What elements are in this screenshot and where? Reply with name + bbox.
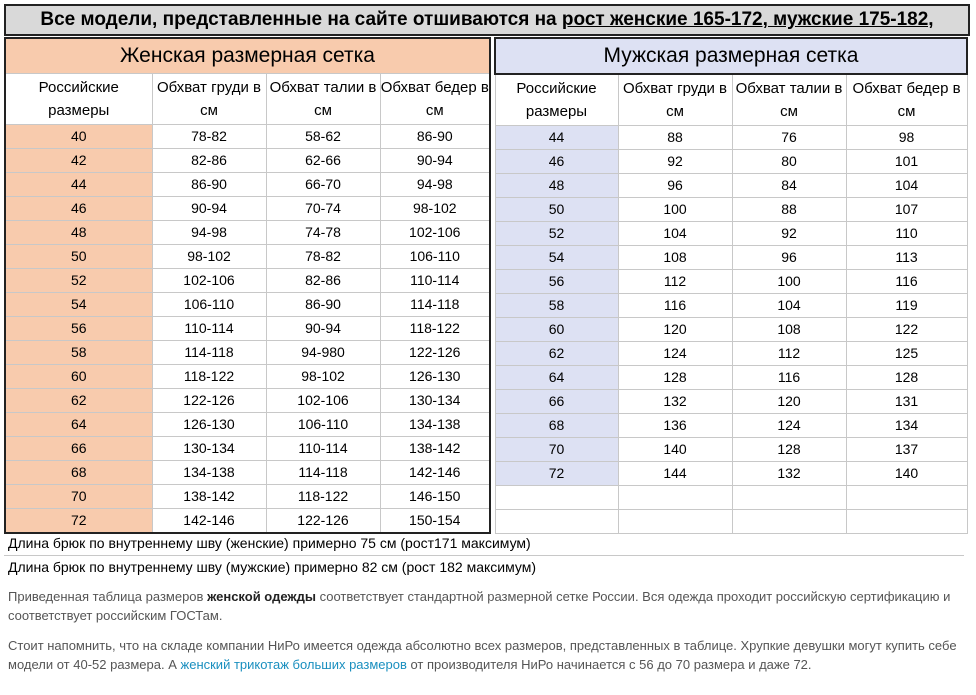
cell-hips: 104 (846, 174, 967, 198)
cell-hips: 142-146 (380, 461, 490, 485)
cell-hips: 106-110 (380, 245, 490, 269)
empty-cell (618, 486, 732, 510)
cell-waist: 102-106 (266, 389, 380, 413)
cell-hips: 138-142 (380, 437, 490, 461)
men-size-table (494, 37, 968, 534)
cell-chest: 112 (618, 270, 732, 294)
cell-waist: 86-90 (266, 293, 380, 317)
table-row (5, 389, 490, 413)
cell-waist: 120 (732, 390, 846, 414)
cell-hips: 114-118 (380, 293, 490, 317)
cell-waist: 116 (732, 366, 846, 390)
cell-size: 64 (495, 366, 618, 390)
cell-size: 66 (495, 390, 618, 414)
cell-hips: 130-134 (380, 389, 490, 413)
cell-chest: 94-98 (152, 221, 266, 245)
empty-table-row (495, 486, 967, 510)
cell-chest: 96 (618, 174, 732, 198)
table-row (5, 149, 490, 173)
cell-chest: 92 (618, 150, 732, 174)
table-row (495, 126, 967, 150)
cell-waist: 100 (732, 270, 846, 294)
size-info-paragraph (8, 587, 963, 625)
men-header-hips: Обхват бедер в см (846, 74, 967, 126)
cell-waist: 58-62 (266, 125, 380, 149)
cell-chest: 102-106 (152, 269, 266, 293)
cell-waist: 106-110 (266, 413, 380, 437)
cell-size: 72 (5, 509, 152, 534)
paragraph2-end: от производителя НиРо начинается с 56 до 70 размера и даже 72. (406, 657, 812, 672)
women-header-waist: Обхват талии в см (266, 74, 380, 125)
cell-hips: 126-130 (380, 365, 490, 389)
empty-cell (732, 486, 846, 510)
cell-waist: 94-980 (266, 341, 380, 365)
cell-chest: 140 (618, 438, 732, 462)
table-row (495, 390, 967, 414)
cell-chest: 128 (618, 366, 732, 390)
cell-waist: 90-94 (266, 317, 380, 341)
cell-hips: 140 (846, 462, 967, 486)
cell-size: 40 (5, 125, 152, 149)
cell-hips: 122-126 (380, 341, 490, 365)
men-trouser-note: Длина брюк по внутреннему шву (мужские) примерно 82 см (рост 182 максимум) (8, 559, 537, 575)
cell-size: 42 (5, 149, 152, 173)
table-row (5, 221, 490, 245)
table-row (495, 222, 967, 246)
cell-chest: 124 (618, 342, 732, 366)
empty-cell (846, 510, 967, 534)
cell-size: 48 (5, 221, 152, 245)
cell-size: 70 (495, 438, 618, 462)
cell-hips: 125 (846, 342, 967, 366)
table-row (5, 245, 490, 269)
women-size-table (4, 37, 491, 534)
cell-hips: 150-154 (380, 509, 490, 534)
cell-chest: 138-142 (152, 485, 266, 509)
cell-chest: 78-82 (152, 125, 266, 149)
cell-waist: 80 (732, 150, 846, 174)
cell-size: 54 (5, 293, 152, 317)
table-row (495, 294, 967, 318)
table-row (5, 293, 490, 317)
table-row (495, 270, 967, 294)
men-header-size: Российские размеры (495, 74, 618, 126)
paragraph2-start: Стоит напомнить, что на складе компании НиРо имеется одежда абсолютно всех размеров, представленных в таблице. Хрупкие девушки могут купить себе модели от 40-52 размера. А (8, 638, 957, 672)
empty-table-row (495, 510, 967, 534)
cell-chest: 142-146 (152, 509, 266, 534)
table-row (495, 342, 967, 366)
cell-size: 60 (5, 365, 152, 389)
table-row (5, 509, 490, 534)
table-row (5, 173, 490, 197)
cell-hips: 98-102 (380, 197, 490, 221)
cell-hips: 122 (846, 318, 967, 342)
table-row (5, 485, 490, 509)
cell-size: 70 (5, 485, 152, 509)
cell-chest: 136 (618, 414, 732, 438)
banner-prefix: Все модели, представленные на сайте отшиваются на (40, 9, 562, 30)
table-row (5, 413, 490, 437)
cell-waist: 96 (732, 246, 846, 270)
women-table-title: Женская размерная сетка (5, 38, 490, 74)
cell-chest: 120 (618, 318, 732, 342)
cell-chest: 116 (618, 294, 732, 318)
table-row (495, 438, 967, 462)
cell-chest: 134-138 (152, 461, 266, 485)
cell-size: 72 (495, 462, 618, 486)
cell-hips: 102-106 (380, 221, 490, 245)
table-row (5, 317, 490, 341)
cell-chest: 122-126 (152, 389, 266, 413)
cell-size: 50 (5, 245, 152, 269)
empty-cell (618, 510, 732, 534)
cell-waist: 112 (732, 342, 846, 366)
cell-hips: 128 (846, 366, 967, 390)
cell-size: 60 (495, 318, 618, 342)
cell-size: 64 (5, 413, 152, 437)
cell-waist: 82-86 (266, 269, 380, 293)
paragraph1-bold: женской одежды (207, 589, 316, 604)
cell-waist: 88 (732, 198, 846, 222)
table-row (495, 246, 967, 270)
paragraph1-end: соответствует стандартной размерной сетке России. Вся одежда проходит российскую сертификацию и соответствует российским ГОСТам. (8, 589, 951, 623)
table-row (495, 150, 967, 174)
table-row (495, 174, 967, 198)
cell-hips: 131 (846, 390, 967, 414)
plus-size-knitwear-link[interactable]: женский трикотаж больших размеров (180, 657, 407, 672)
cell-hips: 98 (846, 126, 967, 150)
cell-hips: 146-150 (380, 485, 490, 509)
cell-waist: 122-126 (266, 509, 380, 534)
cell-waist: 98-102 (266, 365, 380, 389)
stock-info-paragraph (8, 636, 963, 674)
men-header-chest: Обхват груди в см (618, 74, 732, 126)
empty-cell (495, 510, 618, 534)
cell-waist: 74-78 (266, 221, 380, 245)
empty-cell (732, 510, 846, 534)
cell-waist: 124 (732, 414, 846, 438)
empty-cell (495, 486, 618, 510)
cell-waist: 132 (732, 462, 846, 486)
cell-size: 48 (495, 174, 618, 198)
empty-cell (846, 486, 967, 510)
cell-waist: 108 (732, 318, 846, 342)
women-trouser-note: Длина брюк по внутреннему шву (женские) примерно 75 см (рост171 максимум) (8, 535, 531, 551)
cell-hips: 134 (846, 414, 967, 438)
cell-chest: 114-118 (152, 341, 266, 365)
cell-size: 68 (495, 414, 618, 438)
cell-waist: 66-70 (266, 173, 380, 197)
cell-size: 62 (495, 342, 618, 366)
cell-hips: 119 (846, 294, 967, 318)
paragraph1-start: Приведенная таблица размеров (8, 589, 208, 604)
cell-size: 62 (5, 389, 152, 413)
table-row (5, 365, 490, 389)
cell-waist: 76 (732, 126, 846, 150)
cell-chest: 108 (618, 246, 732, 270)
cell-hips: 110-114 (380, 269, 490, 293)
cell-hips: 86-90 (380, 125, 490, 149)
cell-chest: 106-110 (152, 293, 266, 317)
cell-size: 58 (5, 341, 152, 365)
cell-hips: 101 (846, 150, 967, 174)
cell-chest: 118-122 (152, 365, 266, 389)
cell-size: 50 (495, 198, 618, 222)
cell-waist: 92 (732, 222, 846, 246)
cell-chest: 90-94 (152, 197, 266, 221)
table-row (5, 461, 490, 485)
table-row (495, 414, 967, 438)
cell-hips: 118-122 (380, 317, 490, 341)
women-header-chest: Обхват груди в см (152, 74, 266, 125)
cell-size: 56 (495, 270, 618, 294)
cell-waist: 62-66 (266, 149, 380, 173)
cell-size: 58 (495, 294, 618, 318)
men-header-waist: Обхват талии в см (732, 74, 846, 126)
table-row (5, 269, 490, 293)
cell-hips: 110 (846, 222, 967, 246)
cell-waist: 118-122 (266, 485, 380, 509)
table-row (5, 341, 490, 365)
cell-waist: 78-82 (266, 245, 380, 269)
cell-size: 44 (495, 126, 618, 150)
men-table-title: Мужская размерная сетка (495, 38, 967, 74)
table-row (495, 198, 967, 222)
cell-size: 52 (5, 269, 152, 293)
cell-hips: 134-138 (380, 413, 490, 437)
cell-chest: 110-114 (152, 317, 266, 341)
cell-size: 68 (5, 461, 152, 485)
cell-waist: 70-74 (266, 197, 380, 221)
cell-chest: 100 (618, 198, 732, 222)
cell-chest: 130-134 (152, 437, 266, 461)
cell-waist: 104 (732, 294, 846, 318)
cell-waist: 110-114 (266, 437, 380, 461)
cell-hips: 116 (846, 270, 967, 294)
cell-waist: 128 (732, 438, 846, 462)
cell-chest: 126-130 (152, 413, 266, 437)
table-row (5, 197, 490, 221)
cell-size: 52 (495, 222, 618, 246)
cell-chest: 104 (618, 222, 732, 246)
cell-hips: 107 (846, 198, 967, 222)
cell-hips: 137 (846, 438, 967, 462)
table-row (495, 366, 967, 390)
cell-hips: 94-98 (380, 173, 490, 197)
cell-size: 54 (495, 246, 618, 270)
women-header-size: Российские размеры (5, 74, 152, 125)
table-row (495, 318, 967, 342)
cell-chest: 98-102 (152, 245, 266, 269)
cell-size: 66 (5, 437, 152, 461)
cell-chest: 82-86 (152, 149, 266, 173)
table-row (495, 462, 967, 486)
cell-size: 46 (5, 197, 152, 221)
cell-hips: 113 (846, 246, 967, 270)
cell-size: 56 (5, 317, 152, 341)
cell-chest: 86-90 (152, 173, 266, 197)
cell-chest: 144 (618, 462, 732, 486)
women-header-hips: Обхват бедер в см (380, 74, 490, 125)
cell-size: 44 (5, 173, 152, 197)
cell-waist: 114-118 (266, 461, 380, 485)
banner-height-note: рост женские 165-172, мужские 175-182, (561, 9, 934, 30)
cell-waist: 84 (732, 174, 846, 198)
table-row (5, 125, 490, 149)
cell-chest: 132 (618, 390, 732, 414)
cell-hips: 90-94 (380, 149, 490, 173)
table-row (5, 437, 490, 461)
cell-size: 46 (495, 150, 618, 174)
cell-chest: 88 (618, 126, 732, 150)
page-banner (4, 4, 970, 36)
